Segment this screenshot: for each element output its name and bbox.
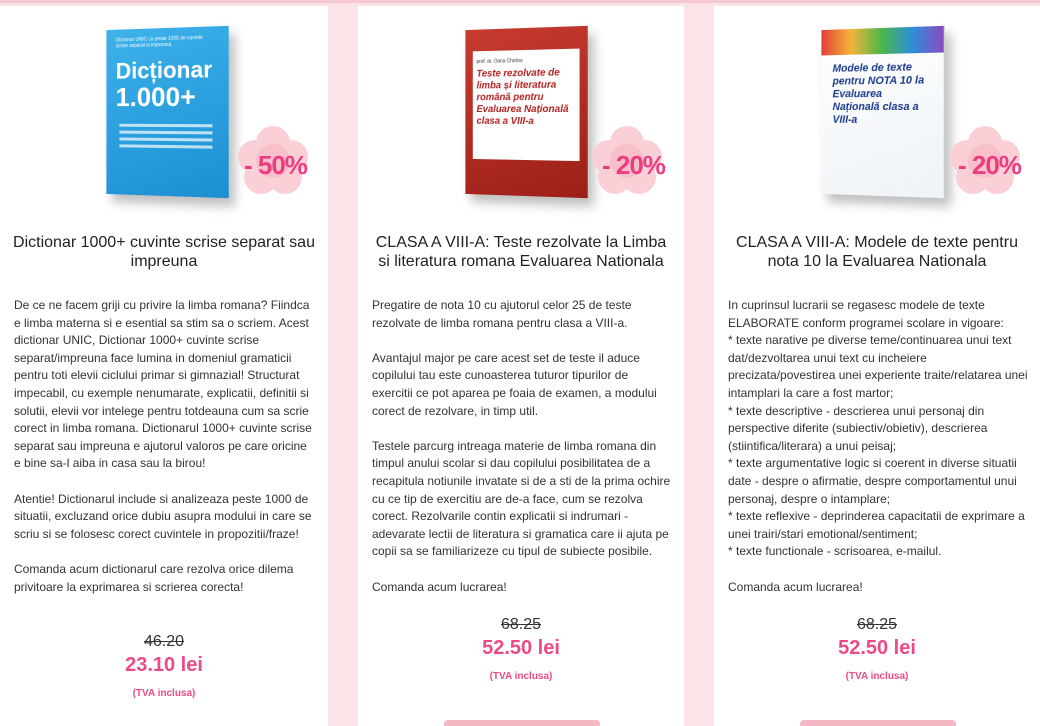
book-title: Modele de texte pentru NOTA 10 la Evaluarea Națională clasa a VIII-a [832, 61, 925, 126]
old-price: 46.20 [143, 633, 185, 650]
product-title[interactable]: CLASA A VIII-A: Modele de texte pentru nota 10 la Evaluarea Nationala [736, 234, 1018, 270]
product-image[interactable] [465, 26, 587, 198]
book-title-number: 1.000+ [115, 81, 196, 112]
new-price: 23.10 lei [125, 654, 203, 676]
add-to-cart-button[interactable] [444, 720, 600, 726]
product-image[interactable] [821, 26, 944, 198]
vat-note: (TVA inclusa) [489, 671, 553, 682]
product-description: De ce ne facem griji cu privire la limba romana? Fiindca e limba materna si e esential sa stim sa o scriem. Acest dictionar UNIC, Dictionar 1000+ cuvinte scrise separat/impreuna face lumina in domeniul gramaticii pentru toti elevii ciclului primar si gimnazial! Structurat impecabil, cu exemple nenumarate, explicatii, definitii si solutii, elevii vor intelege pentru totdeauna cum sa scrie corect in limba romana. Dictionarul 1000+ cuvinte scrise separat sau impreuna e ajutorul valoros pe care oricine e bine sa-l aiba in casa sau la birou! Atentie! Dictionarul include si analizeaza peste 1000 de situatii, excluzand orice dubiu asupra modului in care se scriu si se folosesc corect cuvintele in propozitii/fraze! Comanda acum dictionarul care rezolva orice dilema privitoare la exprimarea si scrierea corecta! [14, 298, 312, 594]
book-author: prof. dr. Oana Chirilov [476, 58, 523, 65]
product-description: In cuprinsul lucrarii se regasesc modele de texte ELABORATE conform programei scolare in vigoare: * texte narative pe diverse teme/continuarea unui text dat/dezvoltarea unui text cu incheiere precizata/povestirea unei experiente traite/relatarea unei intamplari la care a fost martor; * texte descriptive - descrierea unui personaj din perspective diferite (subiectiv/obietiv), descrierea (stiintifica/literara) a unui peisaj; * texte argumentative logic si coerent in diverse situatii date - despre o afirmatie, despre comportamentul unui personaj, despre o intamplare; * texte reflexive - deprinderea capacitatii de exprimare a unei trairi/stari emotional/sentiment; * texte functionale - scrisoarea, e-mailul. Comanda acum lucrarea! [728, 298, 1028, 594]
discount-badge: - 20% [958, 150, 1021, 180]
book-title: Teste rezolvate de limba și literatura română pentru Evaluarea Națională clasa a VIII-a [476, 67, 569, 128]
discount-badge: - 50% [244, 150, 307, 180]
book-top-text: Dictionar UNIC cu peste 1000 de cuvinte scrise separat si impreuna [115, 34, 203, 50]
product-card [714, 6, 1040, 726]
book-cover-band [821, 26, 943, 56]
vat-note: (TVA inclusa) [845, 671, 909, 682]
new-price: 52.50 lei [838, 637, 916, 659]
product-card [358, 6, 684, 726]
discount-badge: - 20% [602, 150, 665, 180]
product-card [0, 6, 328, 726]
product-title[interactable]: Dictionar 1000+ cuvinte scrise separat sau impreuna [13, 234, 315, 270]
new-price: 52.50 lei [482, 637, 560, 659]
vat-note: (TVA inclusa) [132, 688, 196, 699]
product-image[interactable] [106, 26, 228, 198]
book-cover-lines [119, 120, 212, 153]
product-description: Pregatire de nota 10 cu ajutorul celor 25 de teste rezolvate de limba romana pentru clasa a VIII-a. Avantajul major pe care acest set de teste il aduce copilului tau este cunoasterea tuturor tipurilor de exercitii ce pot aparea pe foaia de examen, a modului corect de rezolvare, in timp util. Testele parcurg intreaga materie de limba romana din timpul anului scolar si dau copilului posibilitatea de a recapitula notiunile invatate si de a sti de la prima ochire cu ce tip de exercitiu are de-a face, cum se rezolva corect. Rezolvarile contin explicatii si indrumari - adevarate lectii de literatura si gramatica care ii ajuta pe copii sa se familiarizeze cu tipul de subiecte posibile. Comanda acum lucrarea! [372, 298, 671, 594]
product-title[interactable]: CLASA A VIII-A: Teste rezolvate la Limba si literatura romana Evaluarea Nationala [375, 234, 667, 270]
book-title: Dicționar [115, 55, 213, 84]
old-price: 68.25 [856, 616, 898, 633]
top-border [0, 0, 1040, 3]
old-price: 68.25 [500, 616, 542, 633]
add-to-cart-button[interactable] [800, 720, 956, 726]
